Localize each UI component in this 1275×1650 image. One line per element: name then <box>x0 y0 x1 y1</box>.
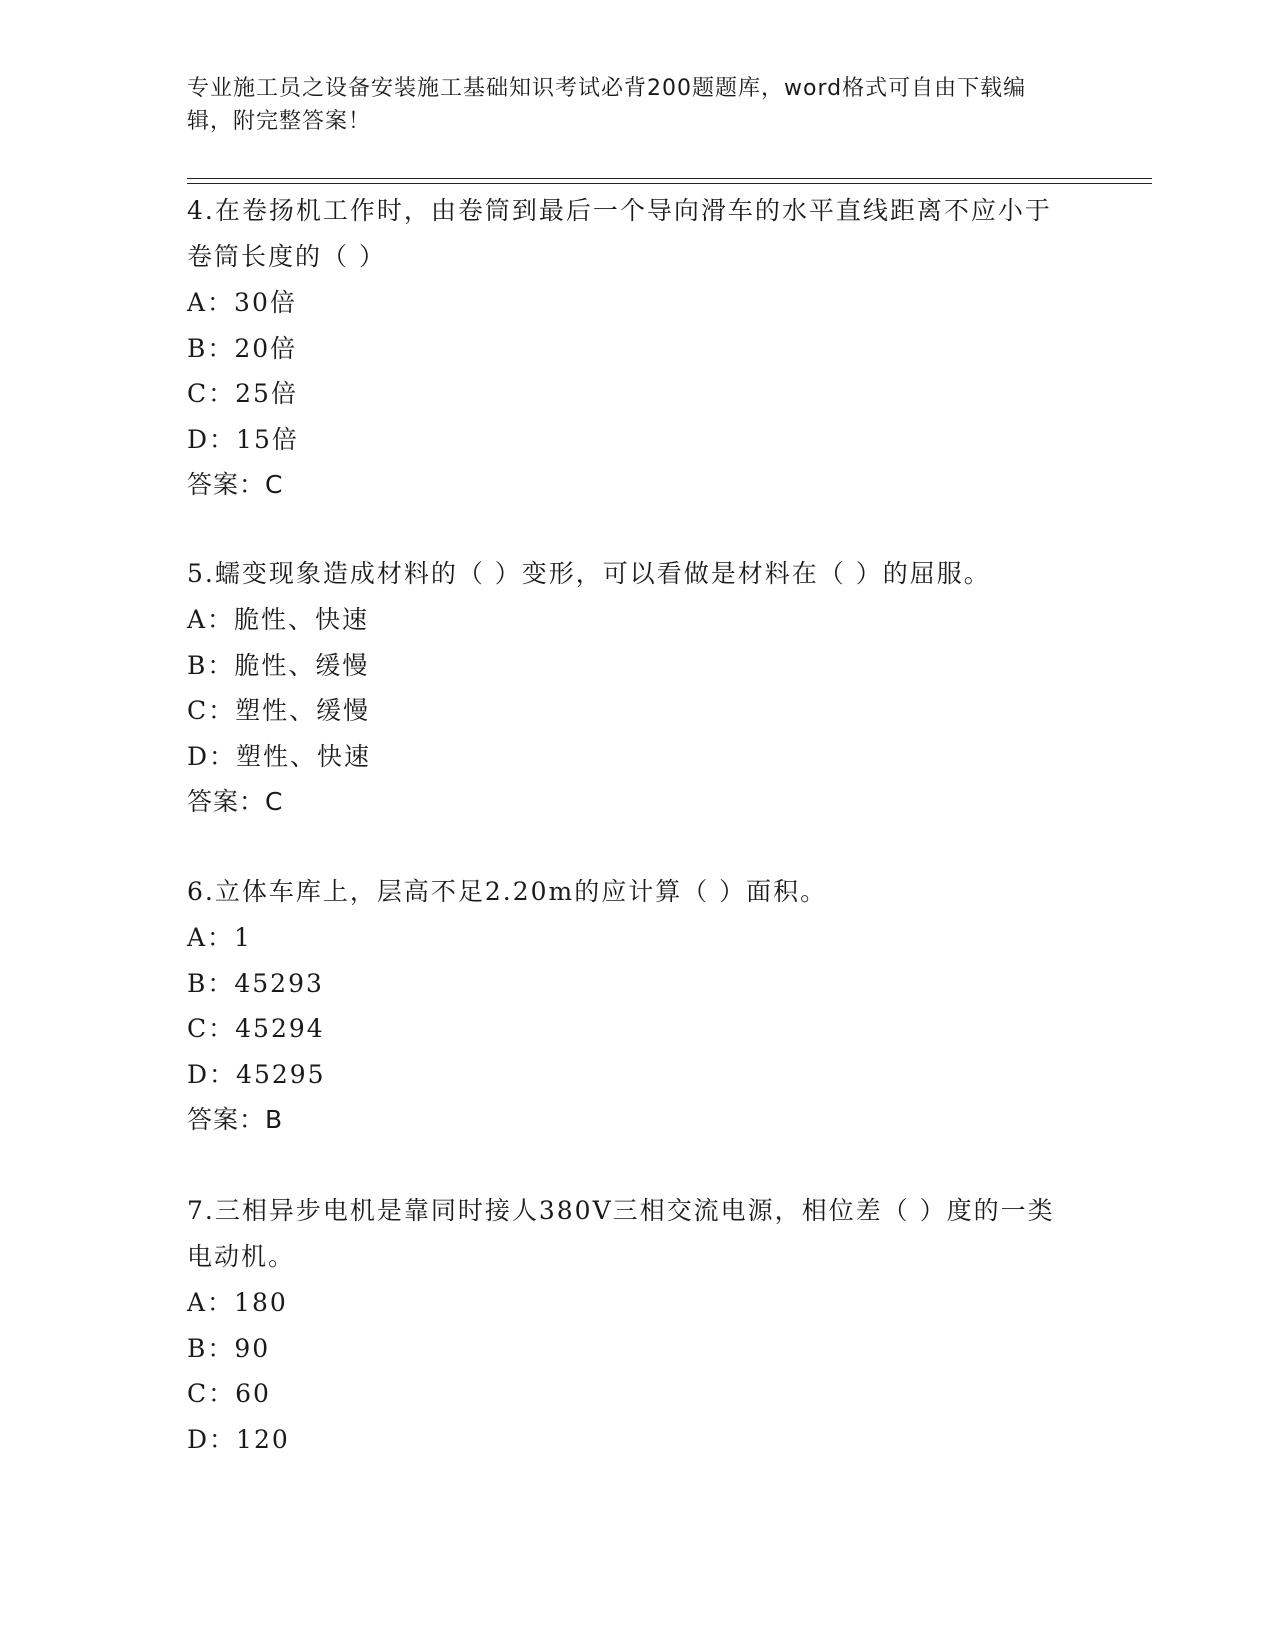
question-stem: 5.蠕变现象造成材料的（ ）变形，可以看做是材料在（ ）的屈服。 <box>187 559 991 588</box>
document-header: 专业施工员之设备安装施工基础知识考试必背200题题库，word格式可自由下载编辑，附完整答案！ <box>187 76 1027 134</box>
option-d: D：15倍 <box>187 424 299 454</box>
option-d: D：塑性、快速 <box>187 741 372 771</box>
header-divider-bottom <box>187 183 1152 184</box>
question-5 <box>187 551 1067 824</box>
option-b: B：20倍 <box>187 333 298 363</box>
option-c: C：45294 <box>187 1014 325 1043</box>
question-stem: 6.立体车库上，层高不足2.20m的应计算（ ）面积。 <box>187 877 828 906</box>
option-b: B：90 <box>187 1333 271 1363</box>
answer-line: 答案：C <box>187 787 284 816</box>
question-4 <box>187 188 1067 507</box>
option-a: A：30倍 <box>187 288 297 317</box>
option-d: D：45295 <box>187 1059 326 1089</box>
option-a: A：1 <box>187 923 252 952</box>
option-b: B：脆性、缓慢 <box>187 650 370 680</box>
question-7 <box>187 1188 1067 1462</box>
option-c: C：60 <box>187 1379 271 1408</box>
option-c: C：塑性、缓慢 <box>187 696 371 725</box>
option-a: A：脆性、快速 <box>187 605 370 634</box>
option-d: D：120 <box>187 1424 290 1454</box>
option-b: B：45293 <box>187 968 324 998</box>
answer-line: 答案：C <box>187 470 284 499</box>
option-c: C：25倍 <box>187 379 298 408</box>
question-6 <box>187 869 1067 1142</box>
question-stem: 7.三相异步电机是靠同时接人380V三相交流电源，相位差（ ）度的一类电动机。 <box>187 1196 1055 1271</box>
option-a: A：180 <box>187 1288 288 1317</box>
answer-line: 答案：B <box>187 1105 284 1134</box>
question-stem: 4.在卷扬机工作时，由卷筒到最后一个导向滑车的水平直线距离不应小于卷筒长度的（ ） <box>187 196 1052 271</box>
header-divider-top <box>187 178 1152 179</box>
